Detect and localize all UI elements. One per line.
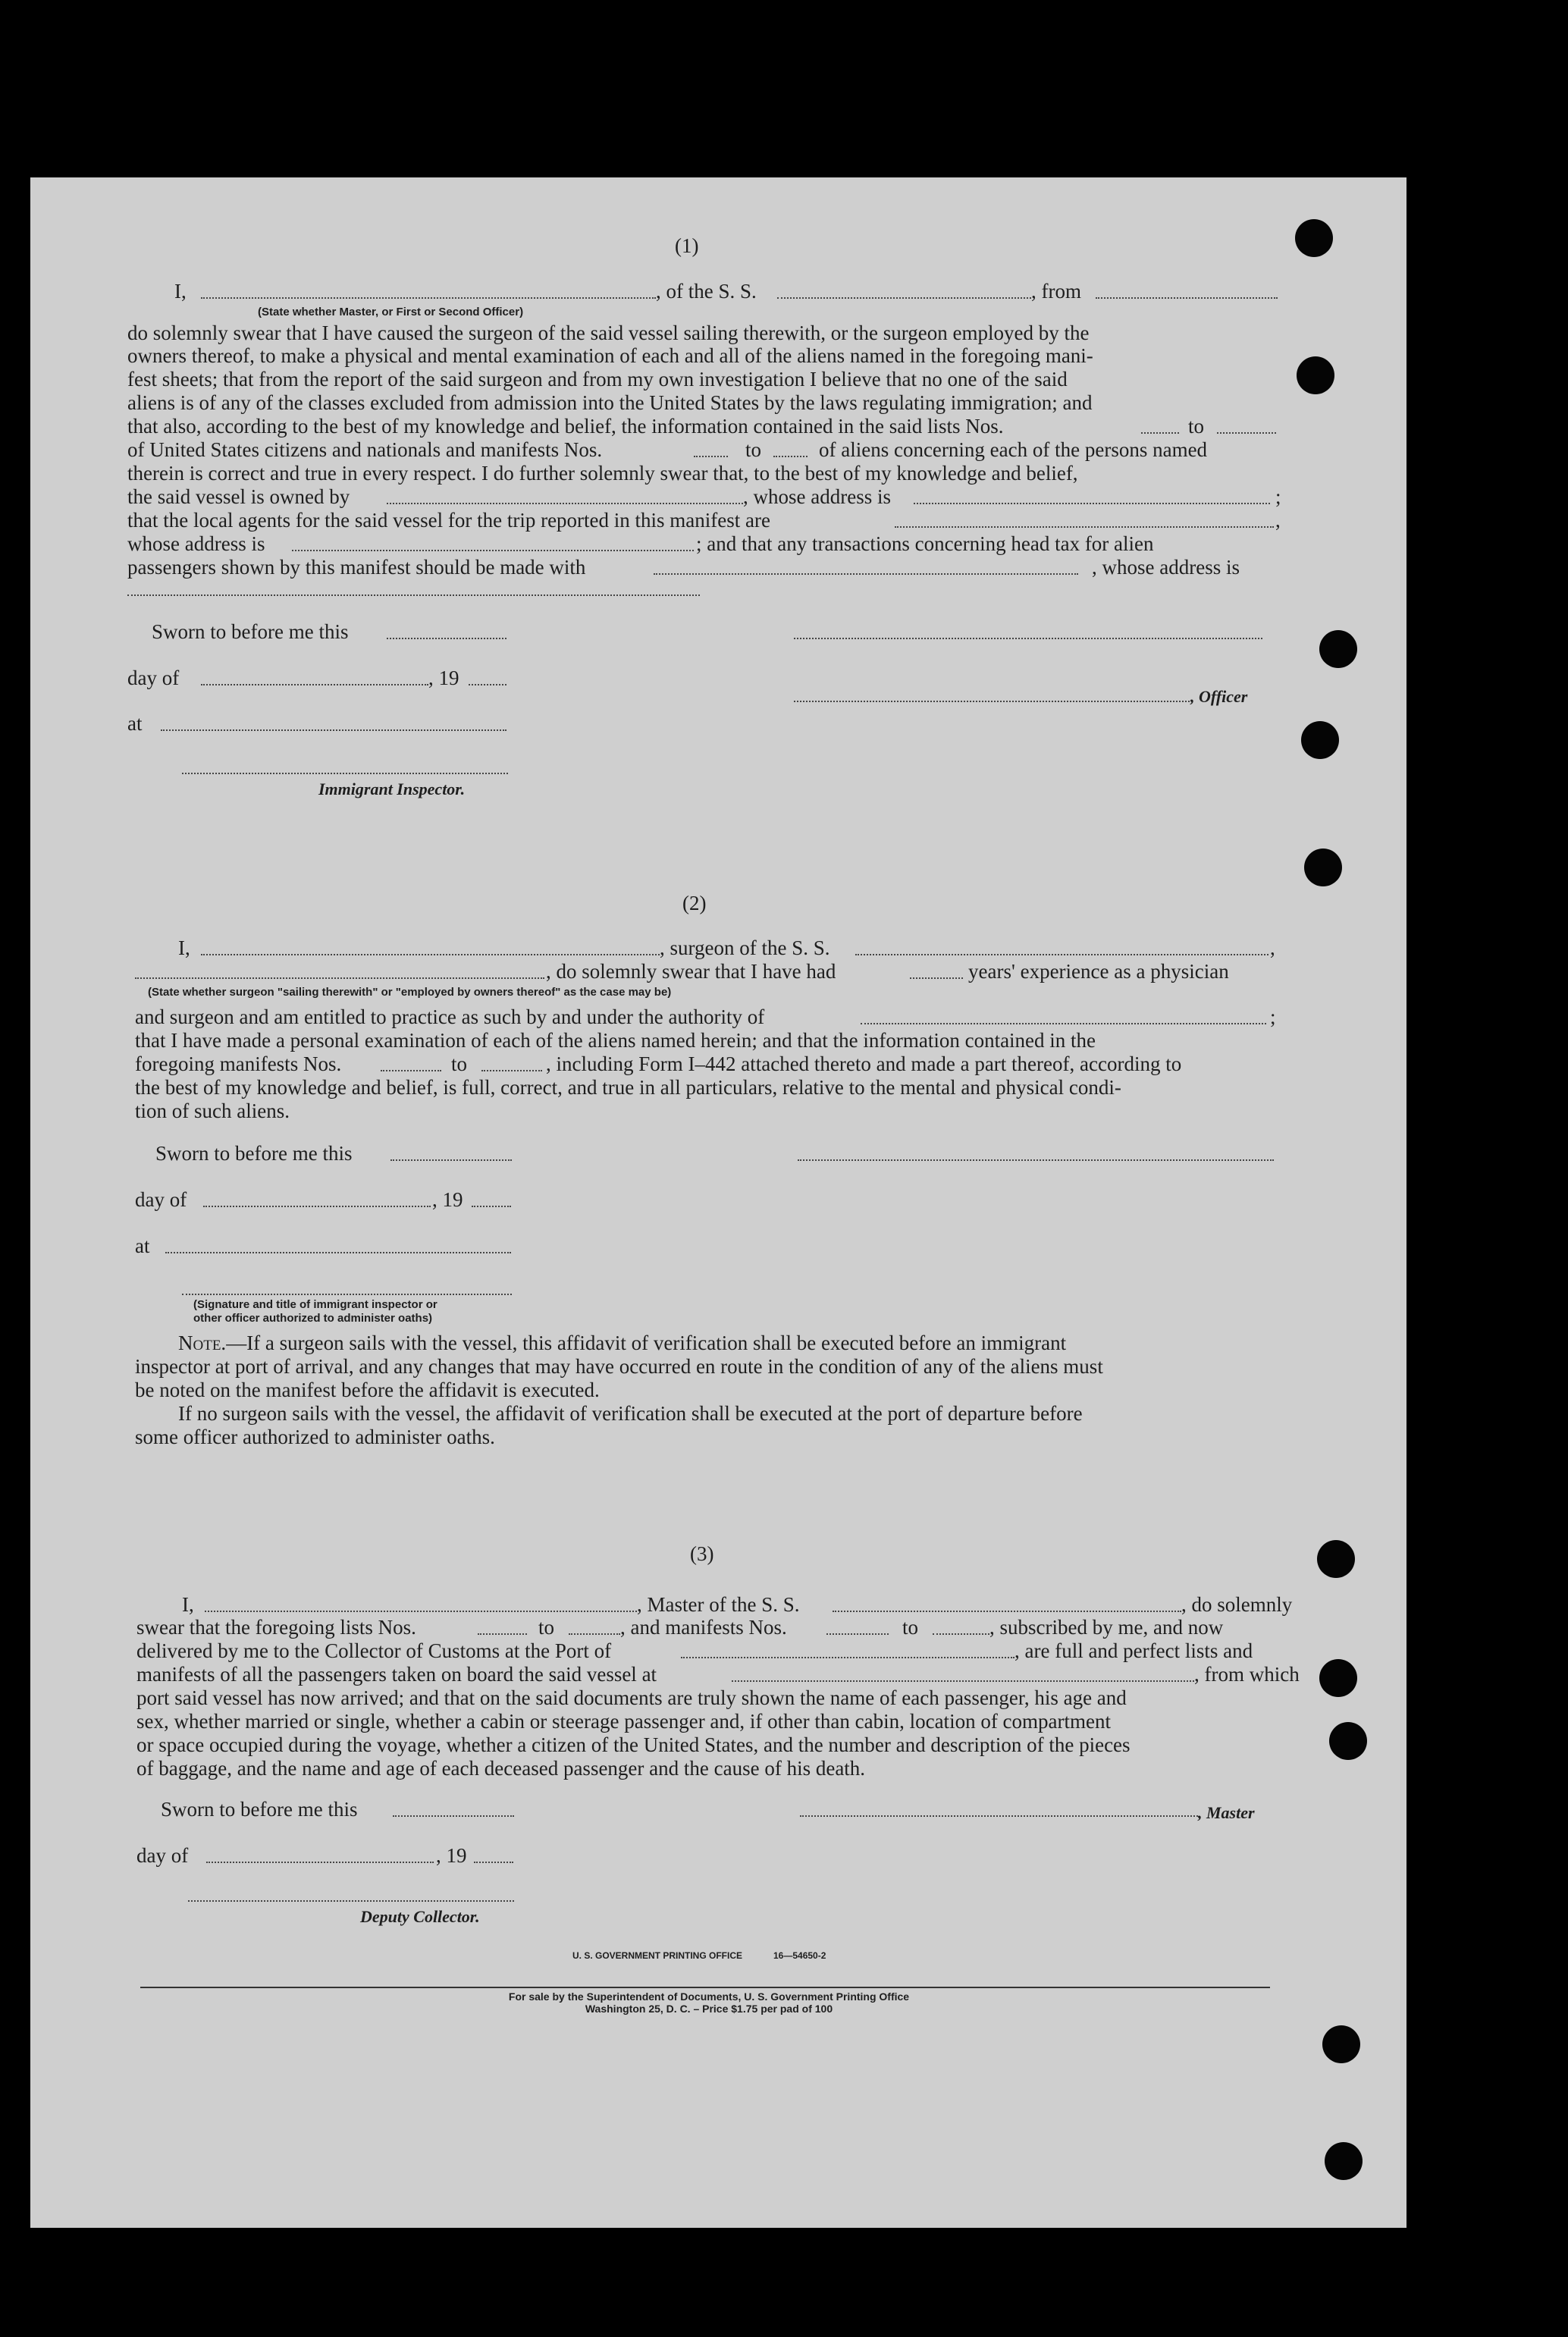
manifests-all: manifests of all the passengers taken on board the said vessel at: [136, 1663, 657, 1686]
s3-line-3: or space occupied during the voyage, whether a citizen of the United States, and the number and description of the pieces: [136, 1733, 1131, 1756]
officer-note: (State whether Master, or First or Second Officer): [258, 306, 524, 318]
note-line-1: —If a surgeon sails with the vessel, this affidavit of verification shall be executed before an immigrant: [226, 1332, 1067, 1354]
s1-line-1: do solemnly swear that I have caused the surgeon of the said vessel sailing therewith, or the surgeon employed by the: [127, 322, 1090, 344]
swear-experience: , do solemnly swear that I have had: [546, 960, 836, 983]
of-ss-label: , of the S. S.: [656, 280, 757, 303]
s2-I-label: I,: [178, 936, 190, 959]
s3-line-1: port said vessel has now arrived; and that on the said documents are truly shown the name of each passenger, his age and: [136, 1686, 1127, 1709]
printing-office: U. S. GOVERNMENT PRINTING OFFICE: [572, 1950, 743, 1961]
s3-to-2: to: [902, 1616, 919, 1639]
officer-name-field[interactable]: [201, 297, 656, 299]
s2-manifests-from-field[interactable]: [381, 1070, 441, 1071]
s1-line-2: owners thereof, to make a physical and mental examination of each and all of the aliens named in the foregoing mani-: [127, 344, 1093, 367]
s2-manifests-to-field[interactable]: [481, 1070, 542, 1071]
s2-signature-line[interactable]: [798, 1159, 1274, 1161]
s2-inspector-signature-line[interactable]: [182, 1294, 512, 1295]
s2-including: , including Form I–442 attached thereto and made a part thereof, according to: [546, 1052, 1182, 1075]
s1-year: , 19: [428, 667, 459, 689]
s3-manifests-to-field[interactable]: [933, 1633, 989, 1635]
authority-field[interactable]: [861, 1023, 1266, 1024]
owner-address-field[interactable]: [914, 503, 1270, 504]
s2-examination: that I have made a personal examination of each of the aliens named herein; and that the information contained in the: [135, 1029, 1096, 1052]
s1-year-field[interactable]: [469, 684, 506, 685]
s2-sworn: Sworn to before me this: [155, 1142, 353, 1165]
from-which: , from which: [1194, 1663, 1300, 1686]
immigrant-inspector-label: Immigrant Inspector.: [318, 780, 466, 798]
s3-lists-from-field[interactable]: [478, 1633, 527, 1635]
s2-vessel-name-field[interactable]: [855, 954, 1269, 955]
s1-to-1: to: [1188, 415, 1205, 438]
s2-day-of: day of: [135, 1188, 187, 1211]
and-manifests: , and manifests Nos.: [620, 1616, 787, 1639]
s3-line-2: sex, whether married or single, whether a cabin or steerage passenger and, if other than cabin, location of compartment: [136, 1710, 1112, 1733]
s2-year: , 19: [432, 1188, 463, 1211]
surgeon-status-field[interactable]: [135, 977, 544, 979]
subscribed: , subscribed by me, and now: [989, 1616, 1224, 1639]
full-perfect: , are full and perfect lists and: [1014, 1639, 1253, 1662]
owner-field[interactable]: [387, 503, 743, 504]
do-solemnly: , do solemnly: [1181, 1593, 1293, 1616]
head-tax-party-field[interactable]: [654, 573, 1078, 575]
s2-authority: and surgeon and am entitled to practice as such by and under the authority of: [135, 1005, 765, 1028]
s1-whose-address-2: , whose address is: [1092, 556, 1240, 579]
vessel-name-field[interactable]: [777, 297, 1031, 299]
section1-heading: (1): [675, 234, 699, 257]
master-label: , Master: [1198, 1803, 1255, 1822]
s2-foregoing: foregoing manifests Nos.: [135, 1052, 342, 1075]
section1-I-label: I,: [174, 280, 187, 303]
deputy-collector-label: Deputy Collector.: [360, 1907, 480, 1926]
years-experience: years' experience as a physician: [968, 960, 1229, 983]
surgeon-note: (State whether surgeon "sailing therewith" or "employed by owners thereof" as the case may be): [148, 986, 672, 999]
s2-sworn-date-field[interactable]: [390, 1159, 512, 1161]
delivered: delivered by me to the Collector of Customs at the Port of: [136, 1639, 612, 1662]
punch-hole: [1297, 356, 1334, 394]
s1-line-3: fest sheets; that from the report of the said surgeon and from my own investigation I believe that no one of the said: [127, 368, 1068, 391]
master-of-ss: , Master of the S. S.: [637, 1593, 800, 1616]
note-line-3: be noted on the manifest before the affidavit is executed.: [135, 1379, 600, 1401]
s3-month-field[interactable]: [206, 1862, 434, 1863]
s3-sworn: Sworn to before me this: [161, 1798, 358, 1821]
footer-divider: [140, 1987, 1270, 1988]
deputy-collector-signature-line[interactable]: [188, 1900, 514, 1902]
s2-best: the best of my knowledge and belief, is full, correct, and true in all particulars, relative to the mental and physical condi-: [135, 1076, 1121, 1099]
s3-day-of: day of: [136, 1844, 189, 1867]
s1-to-2: to: [745, 438, 762, 461]
punch-hole: [1304, 849, 1342, 886]
punch-hole: [1325, 2142, 1363, 2180]
s1-line-8: the said vessel is owned by: [127, 485, 350, 508]
manifest-page: (1) I, , of the S. S. , from (State whether Master, or First or Second Officer) do solemnly swear that I have caused the surgeon of the said vessel sailing therewith, or the surgeon employed by the owners thereof, to make a physical and mental examination of each and all of the aliens named in the foregoing mani- fest sheets; that from the report of the said surgeon and from my own investigation I believe that no one of the said aliens is of any of the classes excluded from admission into the United States by the laws regulating immigration; and that also, according to the best of my knowledge and belief, the information contained in the said lists Nos. to of United States citizens and nationals and manifests Nos. to of aliens concerning each of the persons named therein is correct and true in every respect. I do further solemnly swear that, to the best of my knowledge and belief, the said vessel is owned by , whose address is ; that the local agents for the said vessel for the trip reported in this manifest are , whose address is ; and that any transactions concerning head tax for alien passengers shown by this manifest should be made with , whose address is Sworn to before me this day of , 19 , Officer at Immigrant Inspector. (2) I, , surgeon of the S. S. , , do solemnly swear that I have had years' experience as a physician (State whether surgeon "sailing therewith" or "employed by owners thereof" as the case may be) and surgeon and am entitled to practice as such by and under the authority of ; that I have made a personal examination of each of the aliens named herein; and that the information contained in the foregoing manifests Nos. to , including Form I–442 attached thereto and made a part thereof, according to the best of my knowledge and belief, is full, correct, and true in all particulars, relative to the mental and physical condi- tion of such aliens. Sworn to before me this day of , 19 at (Signature and title of immigrant inspector or other officer authorized to administer oaths) Note.—If a surgeon sails with the vessel, this affidavit of verification shall be executed before an immigrant inspector at port of arrival, and any changes that may have occurred en route in the condition of any of the aliens must be noted on the manifest before the affidavit is executed. If no surgeon sails with the vessel, the affidavit of verification shall be executed at the port of departure before some officer authorized to administer oaths. (3) I, , Master of the S. S. , do solemnly swear that the foregoing lists Nos. to , and manifests Nos. to , subscribed by me, and now delivered by me to the Collector of Customs at the Port of , are full and perfect lists and manifests of all the passengers taken on board the said vessel at , from which port said vessel has now arrived; and that on the said documents are truly shown the name of each passenger, his age and sex, whether married or single, whether a cabin or steerage passenger and, if other than cabin, location of compartment or space occupied during the voyage, whether a citizen of the United States, and the number and description of the pieces of baggage, and the name and age of each deceased passenger and the cause of his death. Sworn to before me this , Master day of , 19 Deputy Collector. U. S. GOVERNMENT PRINTING OFFICE 16—54650-2 For sale by the Superintendent of Documents, U. S. Government Printing Office Washington 25, D. C. – Price $1.75 per pad of 100: [30, 177, 1406, 2228]
s1-line-9: that the local agents for the said vessel for the trip reported in this manifest are: [127, 509, 770, 532]
s1-sworn: Sworn to before me this: [152, 620, 349, 643]
s3-year-field[interactable]: [474, 1862, 513, 1863]
note-line-2: inspector at port of arrival, and any changes that may have occurred en route in the condition of any of the aliens must: [135, 1355, 1103, 1378]
s2-at-field[interactable]: [165, 1252, 511, 1253]
punch-hole: [1319, 630, 1357, 668]
master-signature-line[interactable]: [800, 1815, 1198, 1817]
s3-I-label: I,: [182, 1593, 194, 1616]
s3-sworn-date-field[interactable]: [393, 1815, 514, 1817]
punch-hole: [1295, 219, 1333, 257]
s3-manifests-from-field[interactable]: [826, 1633, 889, 1635]
note-label: Note.: [178, 1332, 227, 1354]
alien-manifests-from-field[interactable]: [694, 456, 728, 457]
washington: Washington 25, D. C. – Price $1.75 per pad of 100: [585, 2003, 833, 2015]
punch-hole: [1319, 1659, 1357, 1697]
officer-title-line[interactable]: [794, 701, 1190, 702]
s1-at: at: [127, 712, 143, 735]
surgeon-of-ss: , surgeon of the S. S.: [660, 936, 830, 959]
signature-note-1: (Signature and title of immigrant inspector or: [193, 1298, 437, 1311]
from-label: , from: [1031, 280, 1081, 303]
alien-manifests-to-field[interactable]: [773, 456, 808, 457]
s1-inspector-signature-line[interactable]: [182, 773, 508, 774]
s2-year-field[interactable]: [472, 1206, 511, 1207]
s1-day-of: day of: [127, 667, 180, 689]
swear-lists: swear that the foregoing lists Nos.: [136, 1616, 416, 1639]
s1-line-10: whose address is: [127, 532, 265, 555]
note-line-5: some officer authorized to administer oaths.: [135, 1426, 495, 1448]
s1-month-field[interactable]: [201, 684, 428, 685]
s2-such-aliens: tion of such aliens.: [135, 1099, 290, 1122]
s1-whose-address-1: , whose address is: [743, 485, 891, 508]
s1-line-7: therein is correct and true in every respect. I do further solemnly swear that, to the best of my knowledge and belief,: [127, 462, 1078, 485]
port-of-embarkation-field[interactable]: [732, 1680, 1194, 1682]
for-sale: For sale by the Superintendent of Documents, U. S. Government Printing Office: [508, 1990, 910, 2003]
s1-line-6: of United States citizens and nationals and manifests Nos.: [127, 438, 603, 461]
head-tax: ; and that any transactions concerning head tax for alien: [696, 532, 1154, 555]
master-name-field[interactable]: [205, 1611, 637, 1612]
years-experience-field[interactable]: [910, 977, 963, 979]
port-of-entry-field[interactable]: [681, 1657, 1014, 1658]
s3-to-1: to: [538, 1616, 555, 1639]
s3-vessel-name-field[interactable]: [833, 1611, 1181, 1612]
s1-signature-line[interactable]: [794, 638, 1262, 639]
s3-year: , 19: [436, 1844, 467, 1867]
punch-hole: [1317, 1540, 1355, 1578]
punch-hole: [1329, 1722, 1367, 1760]
s1-line-11: passengers shown by this manifest should be made with: [127, 556, 586, 579]
s1-at-field[interactable]: [161, 729, 506, 731]
agents-address-field[interactable]: [292, 550, 694, 551]
surgeon-name-field[interactable]: [201, 954, 660, 955]
s3-line-4: of baggage, and the name and age of each deceased passenger and the cause of his death.: [136, 1757, 866, 1780]
head-tax-address-field[interactable]: [127, 594, 700, 596]
from-port-field[interactable]: [1096, 297, 1278, 299]
signature-note-2: other officer authorized to administer oaths): [193, 1312, 433, 1325]
note-paragraph-1: [178, 1332, 1066, 1354]
s1-sworn-date-field[interactable]: [387, 638, 506, 639]
section2-heading: (2): [682, 892, 707, 914]
s2-at: at: [135, 1234, 150, 1257]
citizen-lists-to-field[interactable]: [1217, 432, 1276, 434]
citizen-lists-from-field[interactable]: [1141, 432, 1179, 434]
s2-to: to: [451, 1052, 468, 1075]
officer-label: , Officer: [1190, 687, 1248, 706]
s1-line-4: aliens is of any of the classes excluded from admission into the United States by the laws regulating immigration; and: [127, 391, 1093, 414]
s1-line-5: that also, according to the best of my knowledge and belief, the information contained in the said lists Nos.: [127, 415, 1004, 438]
section3-heading: (3): [690, 1542, 714, 1565]
aliens-concerning: of aliens concerning each of the persons named: [819, 438, 1208, 461]
punch-hole: [1301, 721, 1339, 759]
local-agents-field[interactable]: [895, 526, 1274, 528]
s3-lists-to-field[interactable]: [569, 1633, 620, 1635]
form-number: 16—54650-2: [773, 1950, 826, 1961]
punch-hole: [1322, 2025, 1360, 2063]
note-line-4: If no surgeon sails with the vessel, the affidavit of verification shall be executed at the port of departure before: [178, 1402, 1083, 1425]
s2-month-field[interactable]: [203, 1206, 431, 1207]
